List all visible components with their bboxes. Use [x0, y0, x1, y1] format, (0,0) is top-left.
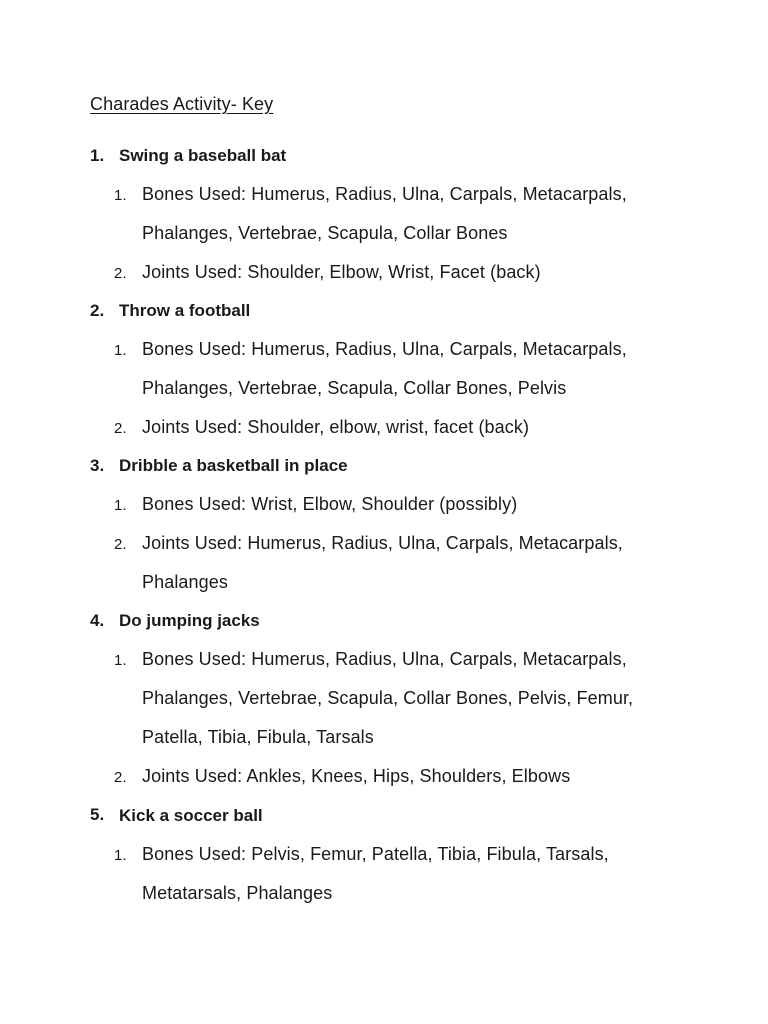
- subitem-line: Metatarsals, Phalanges: [142, 883, 333, 903]
- subitem-line: Joints Used: Humerus, Radius, Ulna, Carpals, Metacarpals,: [142, 533, 623, 553]
- item-heading: Swing a baseball bat: [119, 146, 287, 165]
- subitem-line: Phalanges, Vertebrae, Scapula, Collar Bones: [142, 223, 508, 243]
- item-number: 4.: [90, 611, 105, 630]
- item-heading: Do jumping jacks: [119, 611, 260, 630]
- item-heading: Throw a football: [119, 301, 251, 320]
- subitem-number: 1.: [114, 497, 127, 514]
- subitem-line: Joints Used: Shoulder, elbow, wrist, facet (back): [142, 417, 530, 437]
- item-number: 3.: [90, 456, 105, 475]
- subitem-number: 2.: [114, 265, 127, 282]
- subitem-line: Bones Used: Humerus, Radius, Ulna, Carpals, Metacarpals,: [142, 649, 627, 669]
- item-number: 1.: [90, 146, 105, 165]
- subitem-line: Joints Used: Ankles, Knees, Hips, Shoulders, Elbows: [142, 766, 571, 786]
- subitem-number: 1.: [114, 342, 127, 359]
- subitem-number: 2.: [114, 420, 127, 437]
- item-number: 5.: [90, 805, 105, 824]
- subitem-line: Bones Used: Wrist, Elbow, Shoulder (possibly): [142, 494, 518, 514]
- subitem-number: 1.: [114, 187, 127, 204]
- item-heading: Kick a soccer ball: [119, 806, 263, 825]
- subitem-line: Phalanges, Vertebrae, Scapula, Collar Bones, Pelvis, Femur,: [142, 688, 634, 708]
- subitem-line: Patella, Tibia, Fibula, Tarsals: [142, 727, 374, 747]
- subitem-number: 2.: [114, 536, 127, 553]
- subitem-line: Bones Used: Humerus, Radius, Ulna, Carpals, Metacarpals,: [142, 339, 627, 359]
- subitem-line: Bones Used: Humerus, Radius, Ulna, Carpals, Metacarpals,: [142, 184, 627, 204]
- subitem-number: 1.: [114, 652, 127, 669]
- subitem-line: Joints Used: Shoulder, Elbow, Wrist, Facet (back): [142, 262, 541, 282]
- subitem-number: 2.: [114, 769, 127, 786]
- document-title: Charades Activity- Key: [90, 94, 274, 114]
- subitem-line: Phalanges: [142, 572, 228, 592]
- item-number: 2.: [90, 301, 105, 320]
- item-heading: Dribble a basketball in place: [119, 456, 348, 475]
- subitem-line: Bones Used: Pelvis, Femur, Patella, Tibia, Fibula, Tarsals,: [142, 844, 609, 864]
- subitem-number: 1.: [114, 847, 127, 864]
- subitem-line: Phalanges, Vertebrae, Scapula, Collar Bones, Pelvis: [142, 378, 567, 398]
